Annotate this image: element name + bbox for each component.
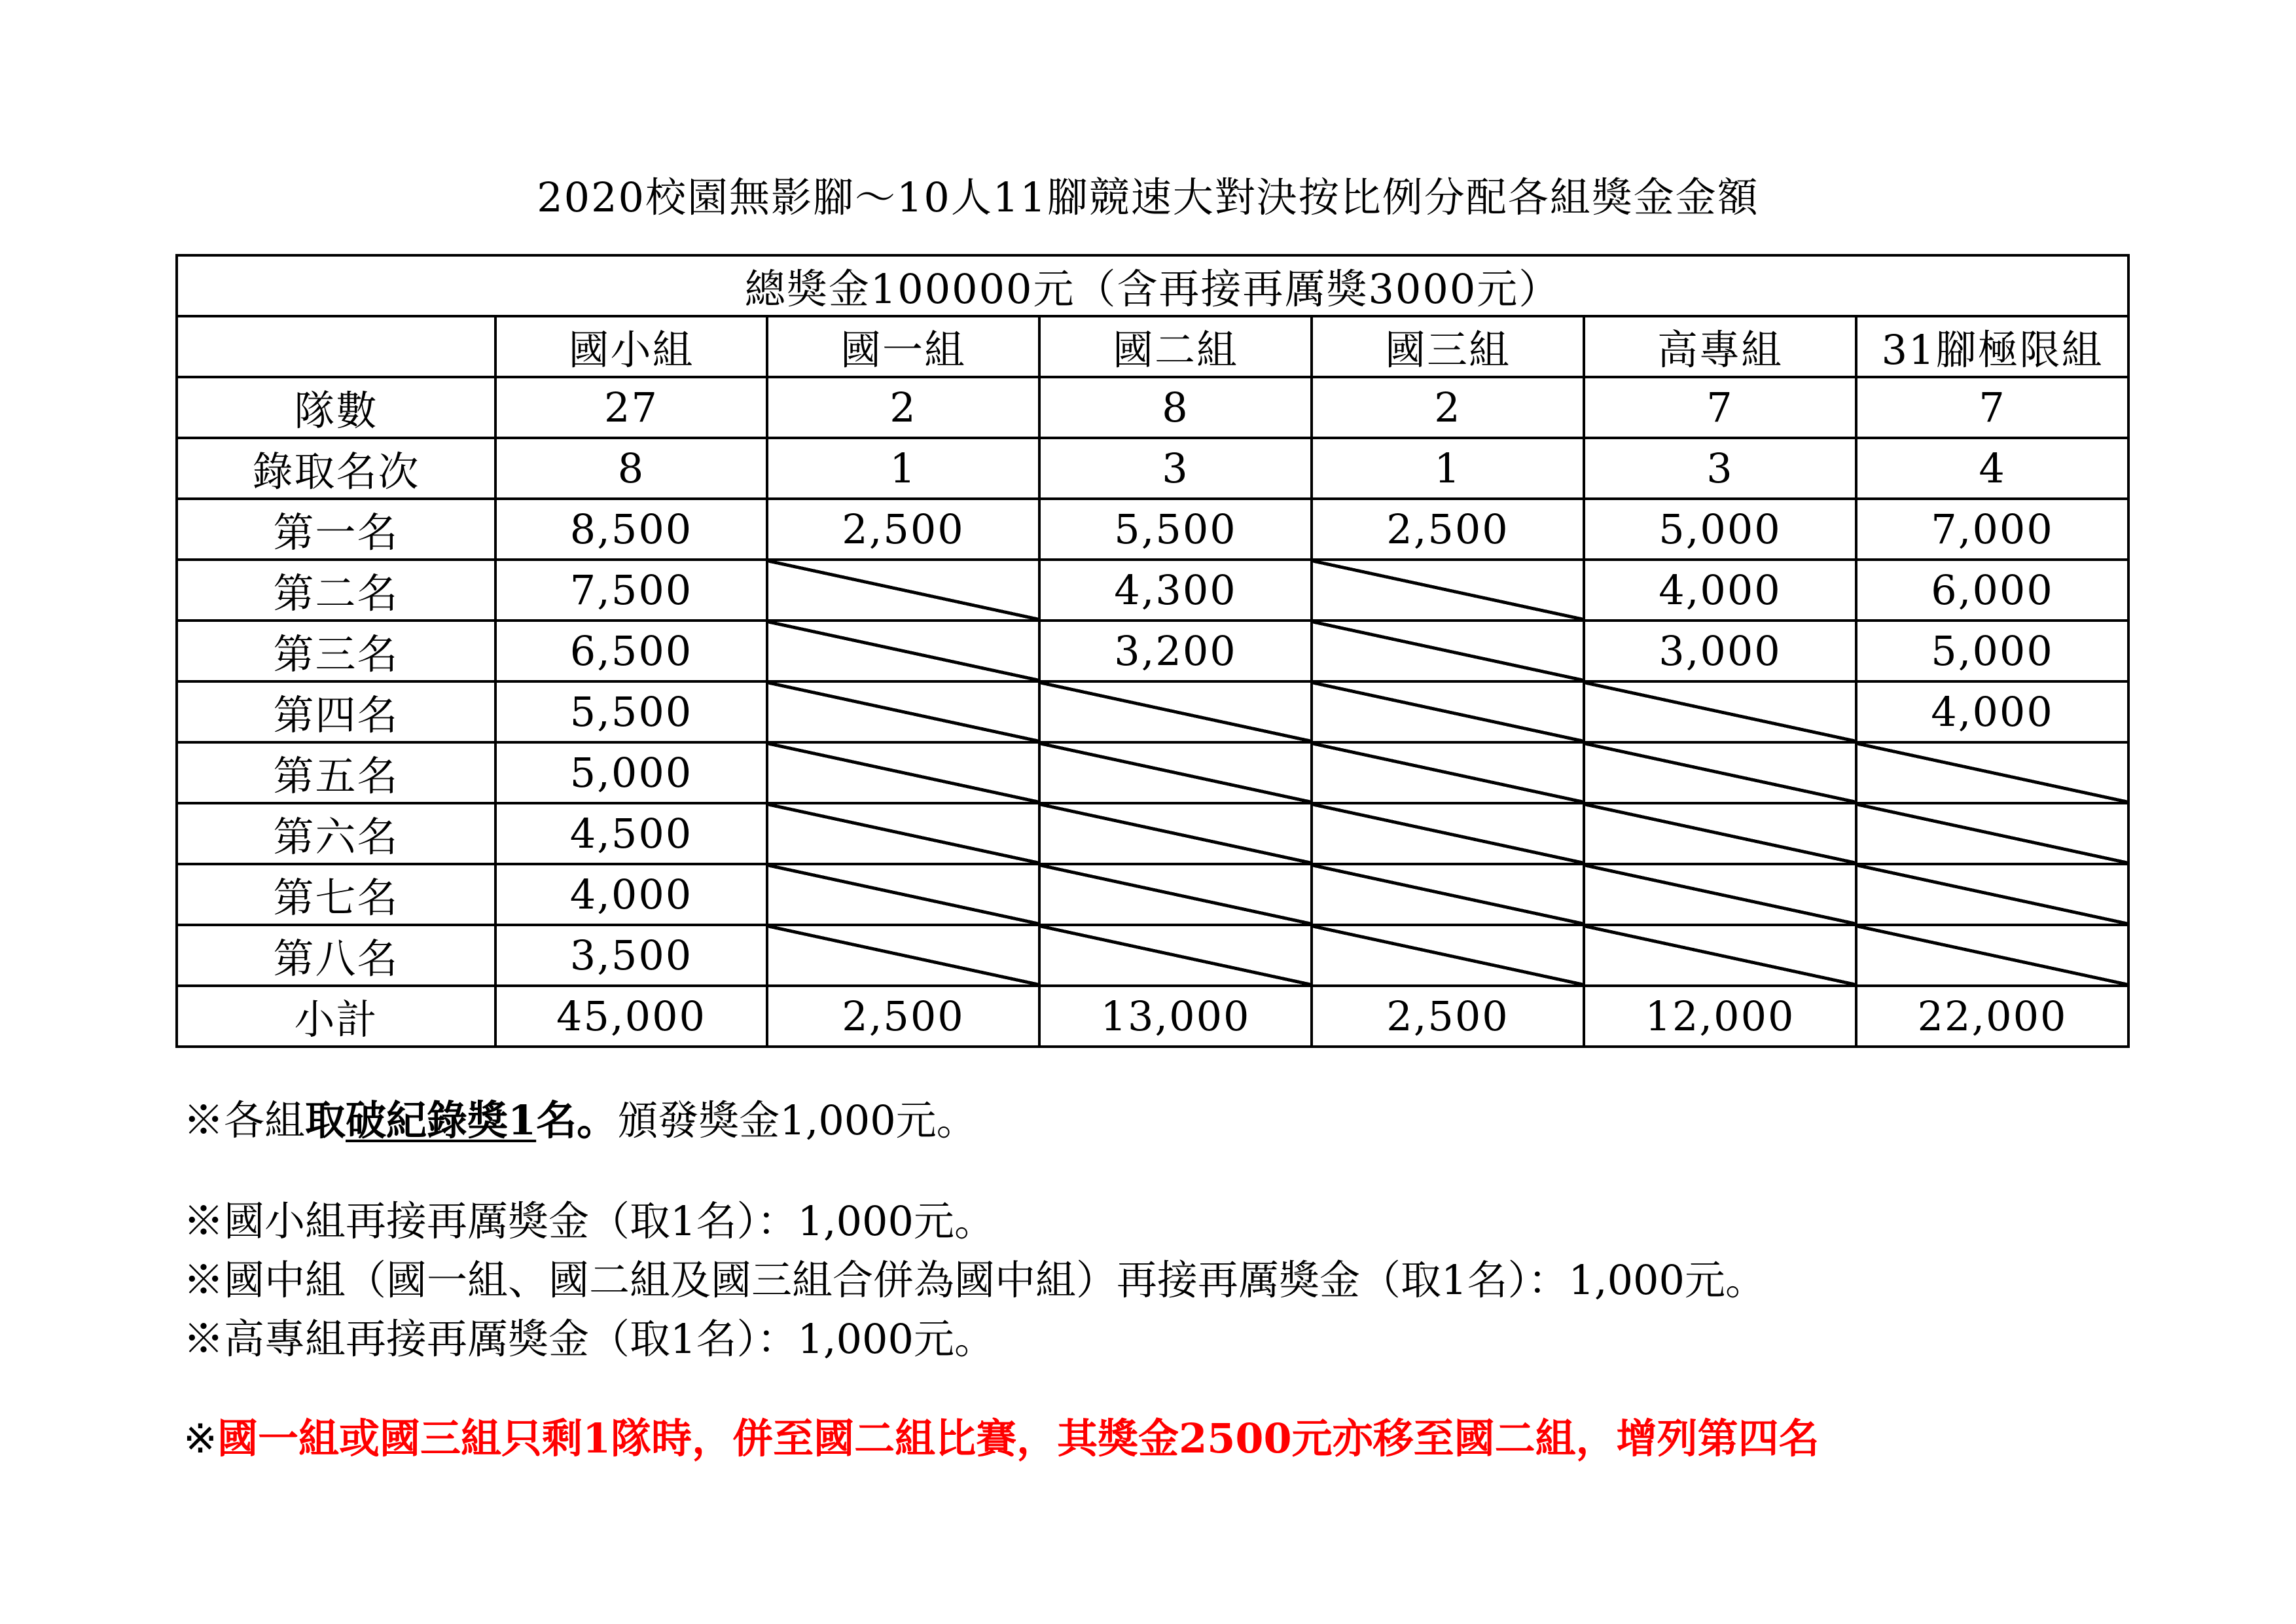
empty-cell-diagonal xyxy=(767,803,1039,864)
prize-amount-cell: 3,200 xyxy=(1039,621,1312,681)
empty-cell-diagonal xyxy=(767,742,1039,803)
qualifiers-cell: 1 xyxy=(767,438,1039,499)
prize-amount-cell: 2,500 xyxy=(767,499,1039,560)
empty-cell-diagonal xyxy=(1312,864,1584,925)
empty-cell-diagonal xyxy=(1039,925,1312,986)
team-count-cell: 27 xyxy=(495,377,767,438)
qualifiers-cell: 3 xyxy=(1039,438,1312,499)
qualifiers-cell: 8 xyxy=(495,438,767,499)
prize-amount-cell: 2,500 xyxy=(1312,499,1584,560)
subtotal-cell: 2,500 xyxy=(1312,986,1584,1047)
group-header: 31腳極限組 xyxy=(1856,316,2128,377)
total-prize-header: 總獎金100000元（含再接再厲獎3000元） xyxy=(177,255,2128,316)
record-note-prefix: ※各組 xyxy=(183,1096,306,1144)
empty-cell-diagonal xyxy=(1039,803,1312,864)
elementary-encourage-note: ※國小組再接再厲獎金（取1名）：1,000元。 xyxy=(183,1197,995,1245)
record-note-suffix: 頒發獎金1,000元。 xyxy=(617,1096,977,1144)
qualifiers-cell: 3 xyxy=(1584,438,1856,499)
row-label: 小計 xyxy=(177,986,495,1047)
rank-label: 第六名 xyxy=(177,803,495,864)
prize-amount-cell: 4,000 xyxy=(1856,681,2128,742)
rank-row xyxy=(177,560,2128,621)
group-header: 國一組 xyxy=(767,316,1039,377)
record-note-bold-underlined: 破紀錄獎1 xyxy=(346,1096,537,1144)
subtotal-cell: 2,500 xyxy=(767,986,1039,1047)
merge-rule-text: 國一組或國三組只剩1隊時，併至國二組比賽，其獎金2500元亦移至國二組，增列第四名 xyxy=(217,1415,1820,1462)
rank-label: 第四名 xyxy=(177,681,495,742)
empty-cell-diagonal xyxy=(1039,864,1312,925)
record-note-bold-1: 取 xyxy=(305,1096,346,1144)
prize-amount-cell: 6,000 xyxy=(1856,560,2128,621)
empty-cell-diagonal xyxy=(767,864,1039,925)
empty-cell-diagonal xyxy=(1584,742,1856,803)
rank-label: 第七名 xyxy=(177,864,495,925)
prize-amount-cell: 4,000 xyxy=(495,864,767,925)
rank-row xyxy=(177,803,2128,864)
highschool-encourage-note: ※高專組再接再厲獎金（取1名）：1,000元。 xyxy=(183,1315,995,1363)
team-count-row xyxy=(177,377,2128,438)
prize-amount-cell: 5,500 xyxy=(1039,499,1312,560)
empty-cell-diagonal xyxy=(1312,742,1584,803)
prize-amount-cell: 4,300 xyxy=(1039,560,1312,621)
team-count-cell: 2 xyxy=(767,377,1039,438)
prize-amount-cell: 5,500 xyxy=(495,681,767,742)
empty-cell-diagonal xyxy=(767,560,1039,621)
prize-amount-cell: 4,000 xyxy=(1584,560,1856,621)
subtotal-cell: 12,000 xyxy=(1584,986,1856,1047)
team-count-cell: 2 xyxy=(1312,377,1584,438)
empty-cell-diagonal xyxy=(1856,803,2128,864)
rank-label: 第五名 xyxy=(177,742,495,803)
total-header-row xyxy=(177,255,2128,316)
rank-row xyxy=(177,621,2128,681)
rank-row xyxy=(177,864,2128,925)
team-count-cell: 8 xyxy=(1039,377,1312,438)
prize-amount-cell: 5,000 xyxy=(495,742,767,803)
rank-label: 第二名 xyxy=(177,560,495,621)
prize-amount-cell: 4,500 xyxy=(495,803,767,864)
merge-rule-symbol: ※ xyxy=(183,1415,217,1462)
rank-label: 第三名 xyxy=(177,621,495,681)
prize-amount-cell: 7,000 xyxy=(1856,499,2128,560)
empty-cell-diagonal xyxy=(1312,621,1584,681)
empty-cell-diagonal xyxy=(1584,925,1856,986)
table-body xyxy=(177,255,2128,1047)
merge-rule-note xyxy=(183,1413,1820,1465)
empty-cell-diagonal xyxy=(1856,925,2128,986)
subtotal-cell: 13,000 xyxy=(1039,986,1312,1047)
qualifiers-row xyxy=(177,438,2128,499)
empty-cell-diagonal xyxy=(767,681,1039,742)
record-prize-note xyxy=(183,1094,977,1147)
prize-table xyxy=(175,254,2130,1048)
empty-cell-diagonal xyxy=(1856,864,2128,925)
empty-cell-diagonal xyxy=(1312,925,1584,986)
prize-amount-cell: 5,000 xyxy=(1584,499,1856,560)
group-header: 國小組 xyxy=(495,316,767,377)
prize-amount-cell: 7,500 xyxy=(495,560,767,621)
prize-amount-cell: 3,500 xyxy=(495,925,767,986)
prize-amount-cell: 5,000 xyxy=(1856,621,2128,681)
page-title: 2020校園無影腳～10人11腳競速大對決按比例分配各組獎金金額 xyxy=(537,173,1759,221)
empty-cell-diagonal xyxy=(1312,681,1584,742)
group-header: 國三組 xyxy=(1312,316,1584,377)
empty-cell-diagonal xyxy=(767,621,1039,681)
empty-cell-diagonal xyxy=(1039,742,1312,803)
rank-label: 第八名 xyxy=(177,925,495,986)
group-header: 高專組 xyxy=(1584,316,1856,377)
rank-row xyxy=(177,742,2128,803)
empty-cell-diagonal xyxy=(767,925,1039,986)
row-label: 錄取名次 xyxy=(177,438,495,499)
prize-amount-cell: 6,500 xyxy=(495,621,767,681)
prize-amount-cell: 3,000 xyxy=(1584,621,1856,681)
empty-cell-diagonal xyxy=(1584,803,1856,864)
empty-cell-diagonal xyxy=(1584,681,1856,742)
empty-cell-diagonal xyxy=(1039,681,1312,742)
junior-encourage-note: ※國中組（國一組、國二組及國三組合併為國中組）再接再厲獎金（取1名）：1,000元。 xyxy=(183,1256,1766,1304)
subtotal-row xyxy=(177,986,2128,1047)
empty-cell-diagonal xyxy=(1312,560,1584,621)
team-count-cell: 7 xyxy=(1584,377,1856,438)
group-header-row xyxy=(177,316,2128,377)
empty-cell-diagonal xyxy=(1312,803,1584,864)
rank-row xyxy=(177,499,2128,560)
row-label: 隊數 xyxy=(177,377,495,438)
qualifiers-cell: 1 xyxy=(1312,438,1584,499)
record-note-bold-2: 名。 xyxy=(536,1096,618,1144)
empty-cell-diagonal xyxy=(1584,864,1856,925)
team-count-cell: 7 xyxy=(1856,377,2128,438)
rank-row xyxy=(177,925,2128,986)
group-header: 國二組 xyxy=(1039,316,1312,377)
header-blank-cell xyxy=(177,316,495,377)
subtotal-cell: 22,000 xyxy=(1856,986,2128,1047)
rank-label: 第一名 xyxy=(177,499,495,560)
prize-amount-cell: 8,500 xyxy=(495,499,767,560)
qualifiers-cell: 4 xyxy=(1856,438,2128,499)
rank-row xyxy=(177,681,2128,742)
empty-cell-diagonal xyxy=(1856,742,2128,803)
subtotal-cell: 45,000 xyxy=(495,986,767,1047)
